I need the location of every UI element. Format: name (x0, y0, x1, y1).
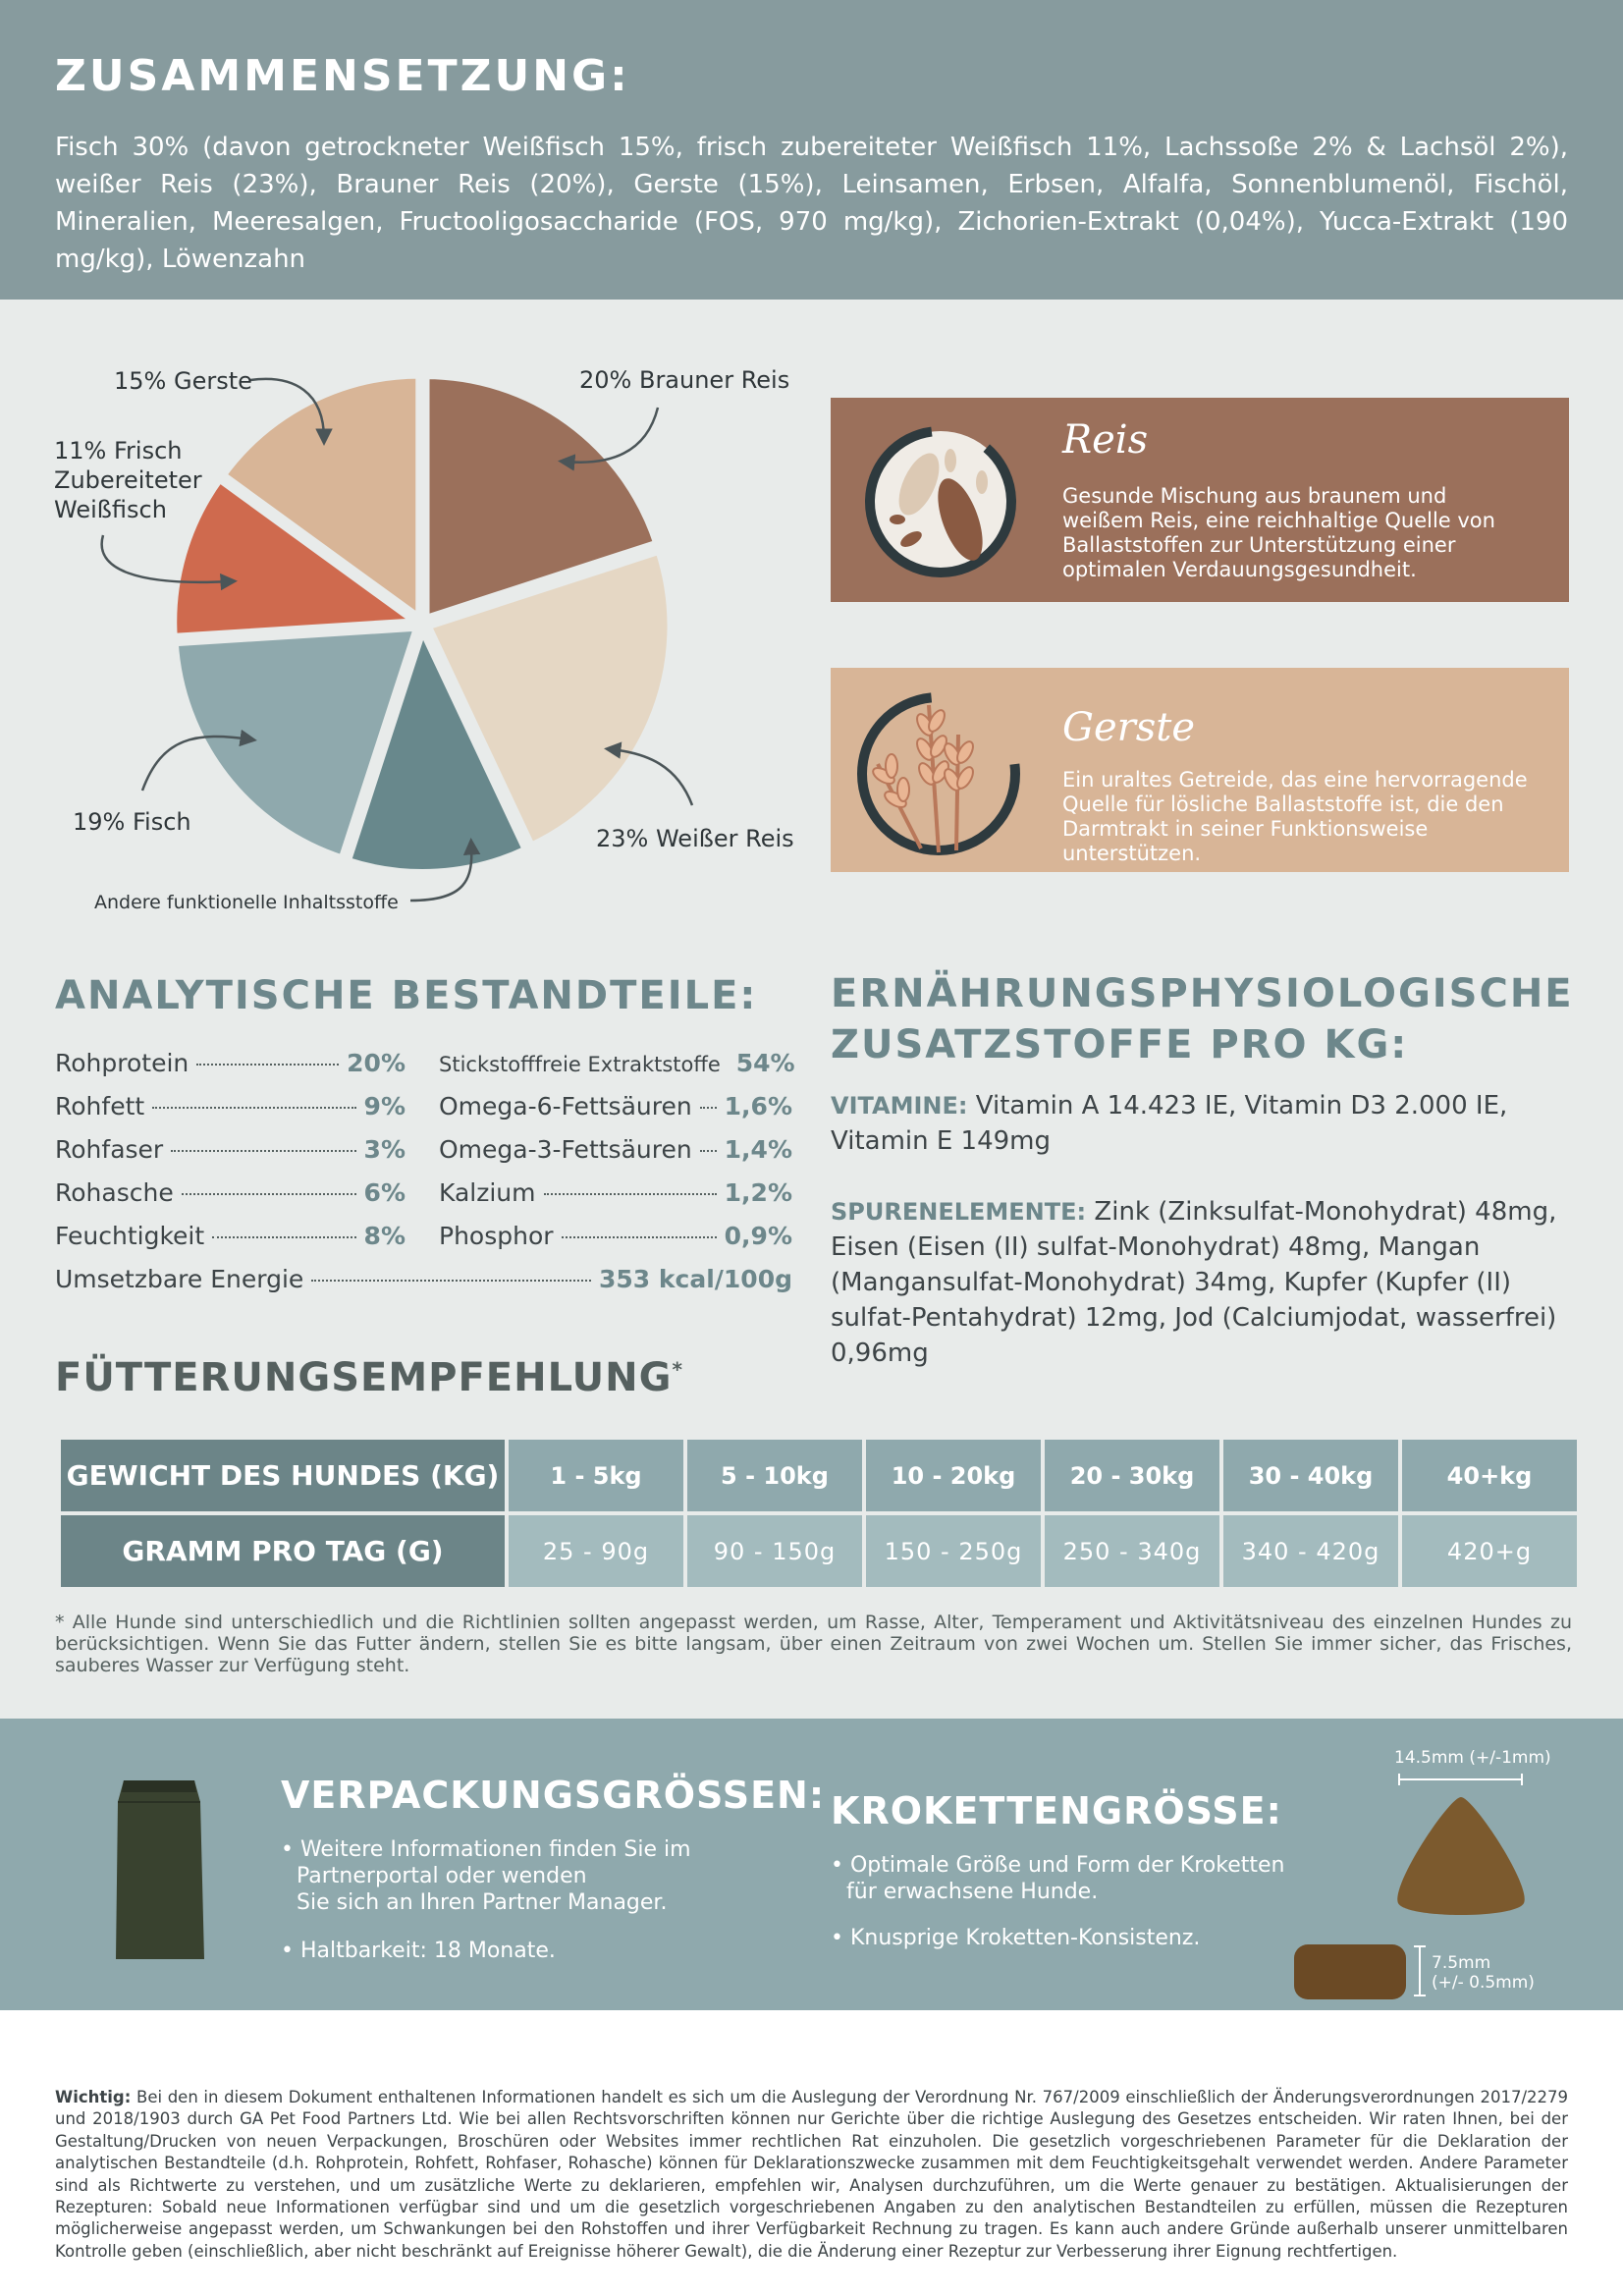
weight-cell: 10 - 20kg (866, 1440, 1041, 1511)
grams-cell: 340 - 420g (1223, 1515, 1398, 1587)
label-andere: Andere funktionelle Inhaltsstoffe (94, 892, 399, 913)
composition-section (0, 0, 1623, 300)
packaging-section (0, 1719, 1623, 2010)
additives-title: ERNÄHRUNGSPHYSIOLOGISCHE ZUSATZSTOFFE PRO KG: (831, 971, 1574, 1067)
kibble-bullet-2: • Knusprige Kroketten-Konsistenz. (831, 1926, 1201, 1950)
packaging-bullet-2: • Haltbarkeit: 18 Monate. (281, 1939, 556, 1963)
triangle-kibble-icon (1397, 1797, 1524, 1915)
weight-cell: 20 - 30kg (1045, 1440, 1219, 1511)
weight-cell: 1 - 5kg (509, 1440, 683, 1511)
reis-text: Gesunde Mischung aus braunem und weißem Reis, eine reichhaltige Quelle von Ballaststoffen zur Unterstützung einer optimalen Verdauungsgesundheit. (1062, 484, 1495, 581)
analytical-row: Rohfaser 3% (55, 1135, 406, 1164)
label-weisser-reis: 23% Weißer Reis (596, 825, 794, 852)
analytical-row: Omega-6-Fettsäuren 1,6% (439, 1092, 792, 1121)
label-fisch: 19% Fisch (73, 808, 191, 836)
kibble-height-label-2: (+/- 0.5mm) (1432, 1973, 1535, 1993)
grams-cell: 90 - 150g (687, 1515, 862, 1587)
gerste-text: Ein uraltes Getreide, das eine hervorragende Quelle für lösliche Ballaststoffe ist, die den Darmtrakt in seiner Funktionsweise unterstützen. (1062, 768, 1528, 865)
label-weissfisch-2: Zubereiteter (54, 466, 202, 494)
analytical-row: Rohprotein 20% (55, 1049, 406, 1077)
energy-row: Umsetzbare Energie 353 kcal/100g (55, 1265, 792, 1293)
grams-header: GRAMM PRO TAG (G) (61, 1515, 505, 1587)
weight-cell: 5 - 10kg (687, 1440, 862, 1511)
kibble-height-label-1: 7.5mm (1432, 1953, 1491, 1973)
analytical-row: Stickstofffreie Extraktstoffe 54% (439, 1049, 795, 1077)
analytical-row: Phosphor 0,9% (439, 1222, 792, 1250)
grams-cell: 250 - 340g (1045, 1515, 1219, 1587)
kibble-width-label: 14.5mm (+/-1mm) (1394, 1748, 1551, 1768)
gerste-title: Gerste (1062, 705, 1196, 750)
analytical-title: ANALYTISCHE BESTANDTEILE: (55, 973, 758, 1018)
gerste-card (831, 668, 1569, 872)
analytical-row: Kalzium 1,2% (439, 1178, 792, 1207)
ingredient-pie-chart (0, 300, 825, 928)
feeding-table (57, 1436, 1581, 1591)
weight-header: GEWICHT DES HUNDES (KG) (61, 1440, 505, 1511)
grams-cell: 150 - 250g (866, 1515, 1041, 1587)
label-gerste: 15% Gerste (114, 367, 252, 395)
grams-cell: 25 - 90g (509, 1515, 683, 1587)
packaging-bullet-1: • Weitere Informationen finden Sie im Partnerportal oder wenden Sie sich an Ihren Partner Manager. (281, 1837, 691, 1915)
analytical-row: Feuchtigkeit 8% (55, 1222, 406, 1250)
analytical-row: Omega-3-Fettsäuren 1,4% (439, 1135, 792, 1164)
analytical-row: Rohfett 9% (55, 1092, 406, 1121)
label-brauner-reis: 20% Brauner Reis (579, 366, 790, 394)
reis-card (831, 398, 1569, 602)
packaging-title: VERPACKUNGSGRÖSSEN: (281, 1774, 826, 1817)
rice-icon (852, 413, 1029, 590)
flat-kibble-icon (1294, 1944, 1406, 1999)
kibble-bullet-1: • Optimale Größe und Form der Kroketten für erwachsene Hunde. (831, 1853, 1285, 1904)
food-bag-icon (110, 1773, 208, 1969)
barley-icon (848, 676, 1035, 862)
legal-section (0, 2010, 1623, 2296)
weight-cell: 40+kg (1402, 1440, 1577, 1511)
legal-text: Wichtig: Bei den in diesem Dokument enthaltenen Informationen handelt es sich um die Auslegung der Verordnung Nr. 767/2009 einschließlich der Änderungsverordnungen 2017/2279 und 2018/1903 durch GA Pet Food Partners Ltd. Wie bei allen Rechtsvorschriften können nur Gerichte über die richtige Auslegung des Gesetzes entscheiden. Wir raten Ihnen, bei der Gestaltung/Drucken von neuen Verpackungen, Broschüren oder Websites immer rechtlichen Rat einzuholen. Die gesetzlich vorgeschriebenen Parameter für die Deklaration der analytischen Bestandteile (d.h. Rohprotein, Rohfett, Rohfaser, Rohasche) können für Deklarationszwecke zusammen mit dem Feuchtigkeitsgehalt verwendet werden. Andere Parameter sind als Richtwerte zu verstehen, und um zusätzliche Werte zu deklarieren, empfehlen wir, Analysen durchzuführen, um die Werte genauer zu bestätigen. Aktualisierungen der Rezepturen: Sobald neue Informationen verfügbar sind und um die gesetzlich vorgeschriebenen Angaben zu den analytischen Bestandteilen zu erfüllen, müssen die Rezepturen möglicherweise angepasst werden, um Schwankungen bei den Rohstoffen und ihrer Verfügbarkeit Rechnung zu tragen. Es kann auch andere Gründe außerhalb unserer unmittelbaren Kontrolle geben (einschließlich, aber nicht beschränkt auf Ereignisse höherer Gewalt), die die Änderung einer Rezeptur zur Verbesserung ihrer Eignung rechtfertigen. (55, 2088, 1568, 2261)
feeding-note: * Alle Hunde sind unterschiedlich und die Richtlinien sollten angepasst werden, um Rasse, Alter, Temperament und Aktivitätsniveau des einzelnen Hundes zu berücksichtigen. Wenn Sie das Futter ändern, stellen Sie es bitte langsam, über einen Zeitraum von zwei Wochen um. Stellen Sie immer sicher, das Frisches, sauberes Wasser zur Verfügung steht. (55, 1612, 1572, 1676)
label-weissfisch-1: 11% Frisch (54, 437, 183, 465)
analytical-row: Rohasche 6% (55, 1178, 406, 1207)
kibble-diagram (1276, 1738, 1571, 2003)
composition-text: Fisch 30% (davon getrockneter Weißfisch 15%, frisch zubereiteter Weißfisch 11%, Lachssoße 2% & Lachsöl 2%), weißer Reis (23%), Brauner Reis (20%), Gerste (15%), Leinsamen, Erbsen, Alfalfa, Sonnenblumenöl, Fischöl, Mineralien, Meeresalgen, Fructooligosaccharide (FOS, 970 mg/kg), Zichorien-Extrakt (0,04%), Yucca-Extrakt (190 mg/kg), Löwenzahn (55, 133, 1568, 274)
kibble-title: KROKETTENGRÖSSE: (831, 1789, 1282, 1832)
reis-title: Reis (1062, 417, 1149, 463)
composition-title: ZUSAMMENSETZUNG: (55, 51, 630, 101)
vitamins-text: VITAMINE: Vitamin A 14.423 IE, Vitamin D3 2.000 IE, Vitamin E 149mg (831, 1091, 1508, 1156)
grams-cell: 420+g (1402, 1515, 1577, 1587)
feeding-title: FÜTTERUNGSEMPFEHLUNG* (55, 1355, 683, 1400)
weight-cell: 30 - 40kg (1223, 1440, 1398, 1511)
trace-elements-text: SPURENELEMENTE: Zink (Zinksulfat-Monohydrat) 48mg, Eisen (Eisen (II) sulfat-Monohydrat) 48mg, Mangan (Mangansulfat-Monohydrat) 34mg, Kupfer (Kupfer (II) sulfat-Pentahydrat) 12mg, Jod (Calciumjodat, wasserfrei) 0,96mg (831, 1197, 1557, 1368)
label-weissfisch-3: Weißfisch (54, 496, 167, 523)
